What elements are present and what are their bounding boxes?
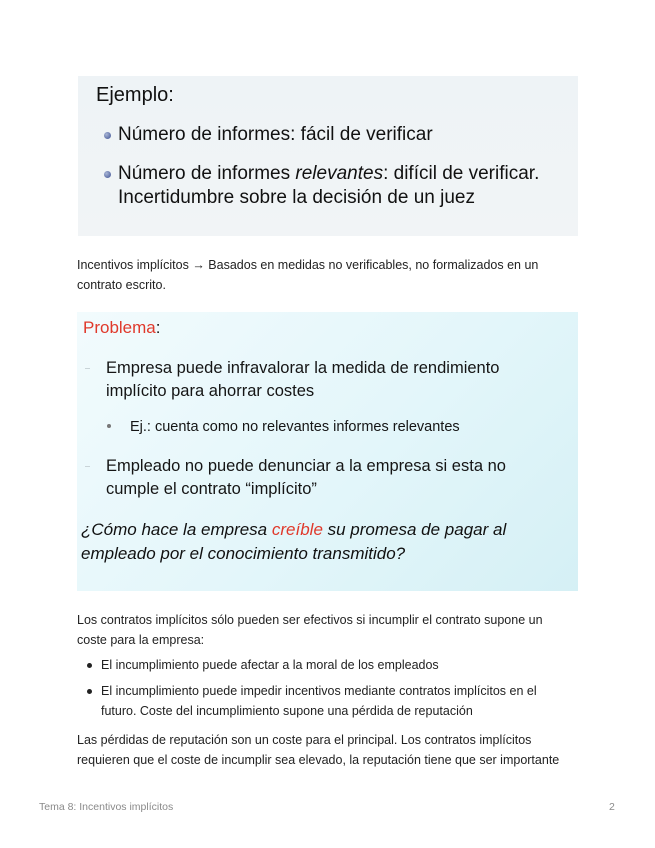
paragraph-line: contrato escrito. — [77, 278, 166, 292]
page-number: 2 — [609, 801, 615, 813]
item-line: Empresa puede infravalorar la medida de rendimiento — [106, 359, 500, 377]
consequences-list — [77, 655, 567, 727]
list-item — [77, 655, 567, 675]
slide-title: Ejemplo: — [96, 84, 174, 106]
paragraph-line: Los contratos implícitos sólo pueden ser efectivos si incumplir el contrato supone un — [77, 613, 543, 627]
problem-slide — [77, 312, 578, 591]
problem-subitem: Ej.: cuenta como no relevantes informes relevantes — [130, 419, 460, 435]
paragraph-implicit-contracts — [77, 610, 543, 650]
list-item-text: futuro. Coste del incumplimiento supone una pérdida de reputación — [101, 704, 473, 718]
question-highlight: creíble — [271, 520, 323, 539]
item-line: implícito para ahorrar costes — [106, 382, 315, 400]
dash-bullet-icon — [85, 368, 90, 369]
paragraph-line: coste para la empresa: — [77, 633, 205, 647]
list-item-text: El incumplimiento puede afectar a la moral de los empleados — [101, 658, 439, 672]
bullet-dot-icon — [87, 689, 92, 694]
bullet-dot-icon — [104, 171, 111, 178]
bullet-text-pre: Número de informes — [118, 163, 296, 184]
dash-bullet-icon — [85, 466, 90, 467]
slide-title — [83, 318, 161, 338]
example-slide — [78, 76, 578, 236]
list-item-text: El incumplimiento puede impedir incentivos mediante contratos implícitos en el — [101, 684, 537, 698]
paragraph-reputation — [77, 730, 559, 770]
paragraph-line: requieren que el coste de incumplir sea elevado, la reputación tiene que ser importante — [77, 753, 560, 767]
item-line: cumple el contrato “implícito” — [106, 480, 317, 498]
question-text: su promesa de pagar al — [322, 520, 507, 539]
problem-item — [106, 357, 499, 403]
item-line: Empleado no puede denunciar a la empresa si esta no — [106, 457, 506, 475]
problem-item — [106, 455, 506, 501]
bullet-item — [118, 162, 539, 210]
title-highlight: Problema — [83, 318, 156, 337]
title-colon: : — [155, 318, 161, 337]
question-text: ¿Cómo hace la empresa — [81, 520, 272, 539]
bullet-text-emphasis: relevantes — [295, 163, 384, 184]
paragraph-line: Incentivos implícitos → Basados en medidas no verificables, no formalizados en un — [77, 258, 539, 272]
footer-title: Tema 8: Incentivos implícitos — [39, 801, 174, 813]
list-item — [77, 681, 567, 721]
bullet-dot-icon — [87, 663, 92, 668]
bullet-text-post: : difícil de verificar. — [383, 163, 540, 184]
bullet-text-line2: Incertidumbre sobre la decisión de un juez — [118, 187, 475, 208]
paragraph-line: Las pérdidas de reputación son un coste para el principal. Los contratos implícitos — [77, 733, 532, 747]
bullet-dot-icon — [104, 132, 111, 139]
bullet-text: Número de informes: fácil de verificar — [118, 124, 433, 145]
bullet-item — [118, 123, 433, 147]
paragraph-implicit-incentives — [77, 255, 538, 295]
key-question — [81, 518, 506, 566]
question-text: empleado por el conocimiento transmitido? — [81, 544, 406, 563]
sub-bullet-icon — [107, 424, 111, 428]
